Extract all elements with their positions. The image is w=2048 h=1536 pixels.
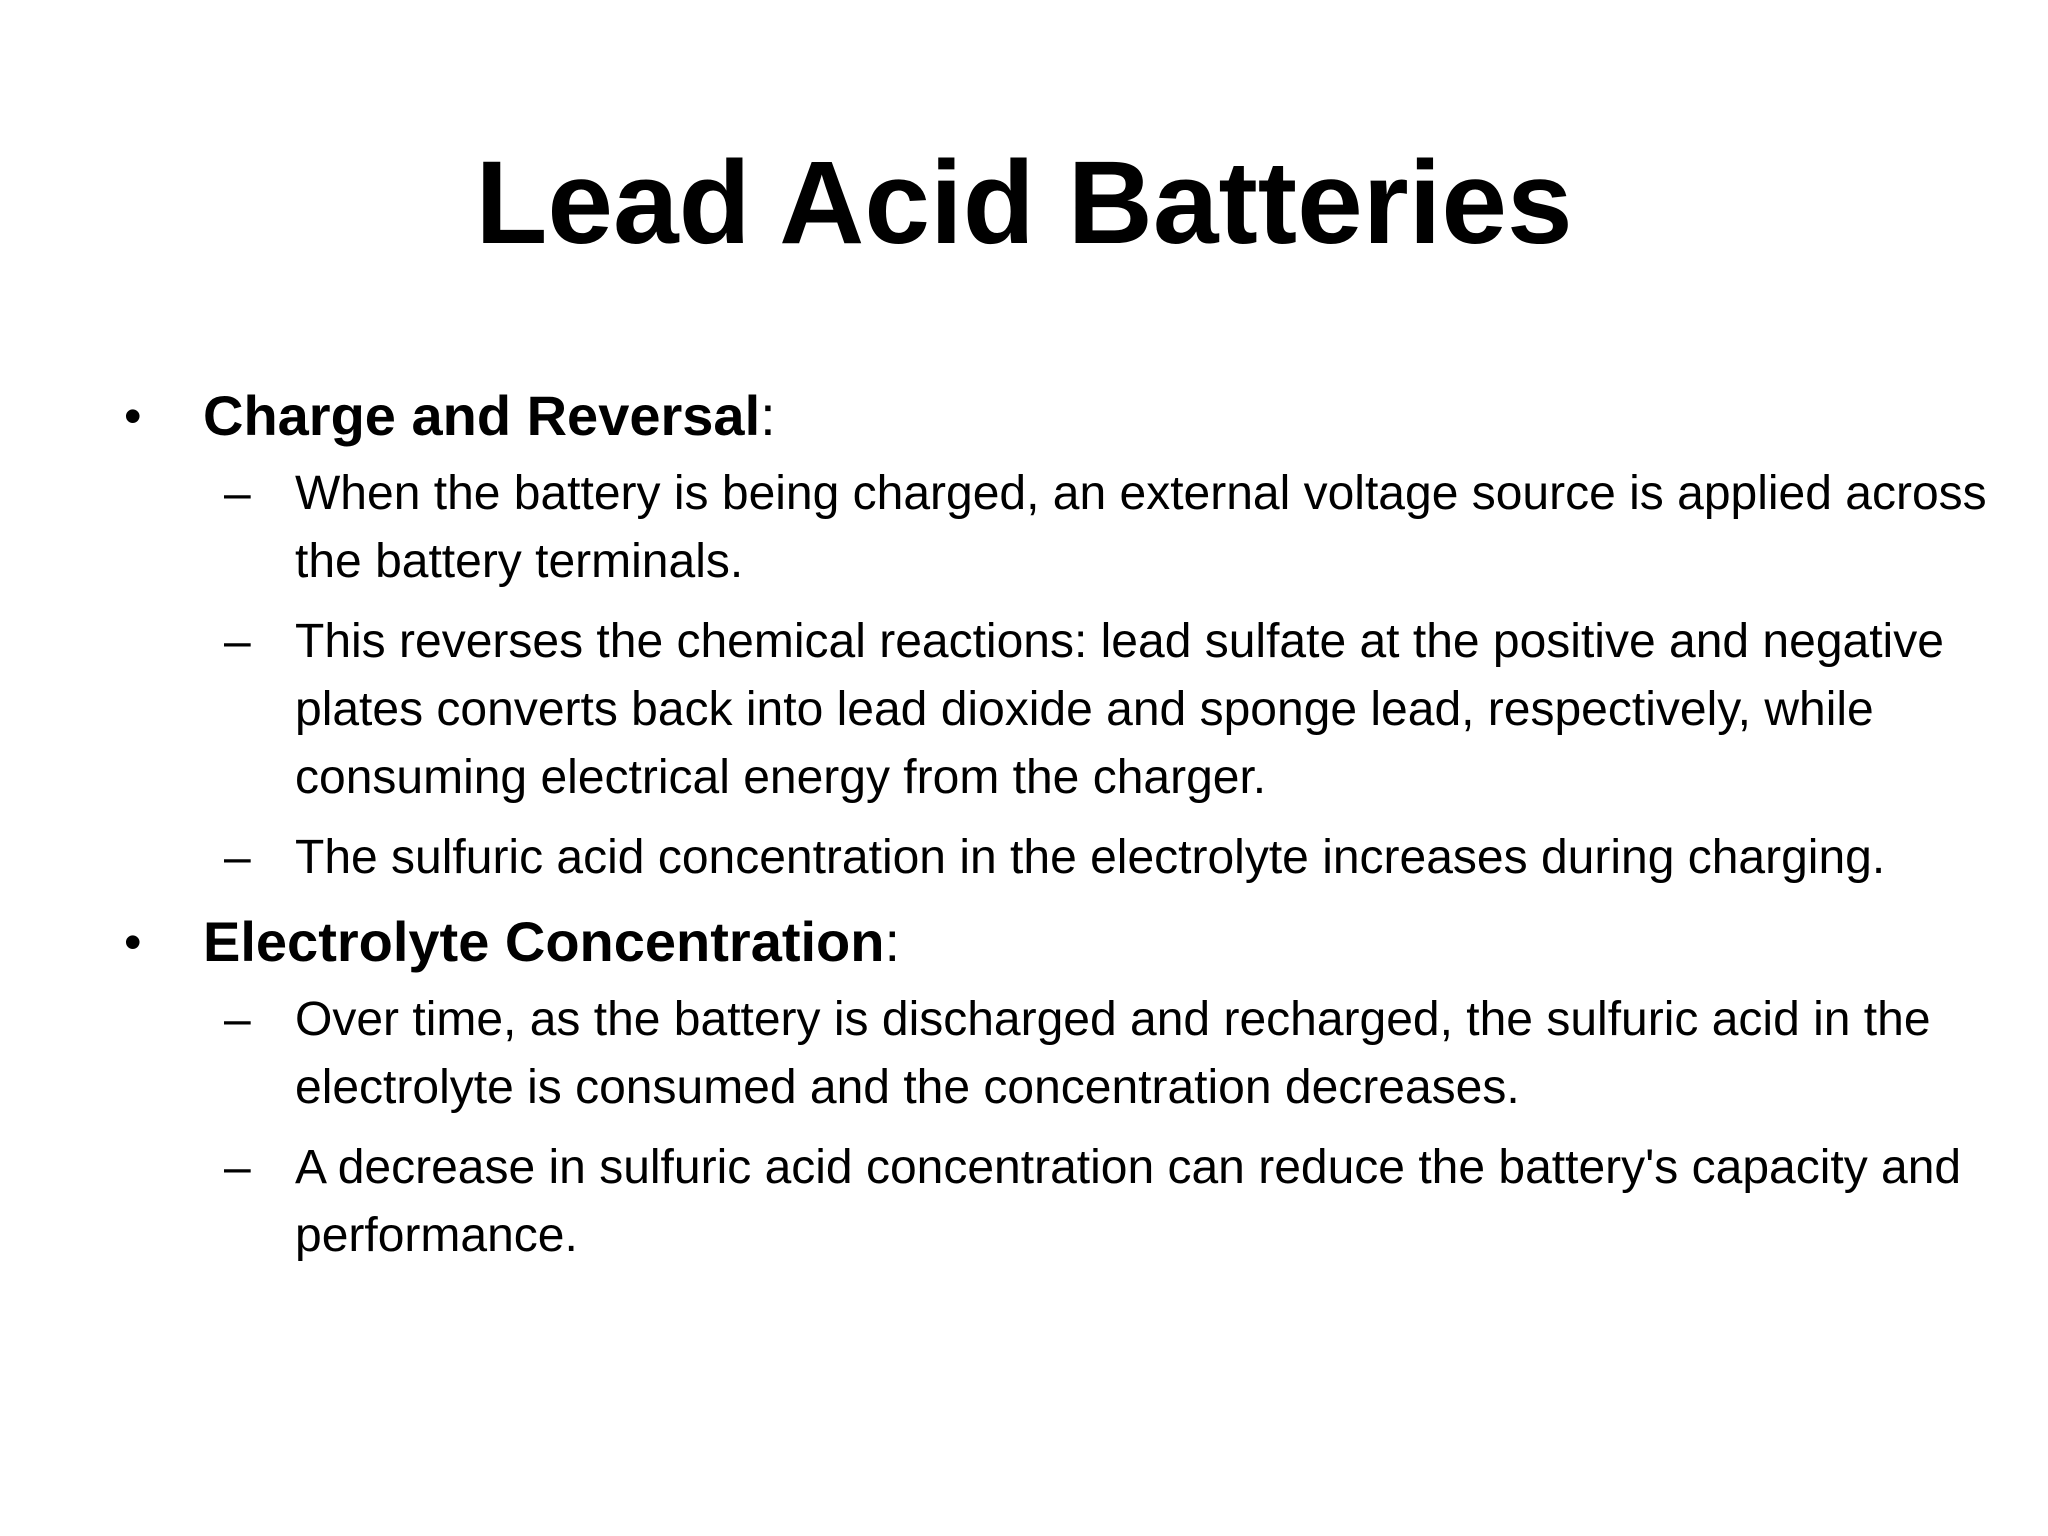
section-charge-and-reversal	[120, 380, 1950, 452]
list-item-text: When the battery is being charged, an external voltage source is applied across the battery terminals.	[295, 467, 1987, 588]
bullet-icon: •	[124, 914, 142, 970]
slide-title: Lead Acid Batteries	[475, 137, 1573, 269]
dash-icon: –	[224, 467, 251, 520]
heading-colon: :	[884, 910, 901, 973]
bullet-icon: •	[124, 388, 142, 444]
list-item	[120, 986, 1995, 1122]
heading-colon: :	[760, 384, 776, 447]
list-item-text: A decrease in sulfuric acid concentration can reduce the battery's capacity and performance.	[295, 1141, 1962, 1262]
dash-icon: –	[224, 615, 251, 668]
section-heading: Charge and Reversal	[203, 384, 761, 447]
section-heading: Electrolyte Concentration	[203, 910, 885, 973]
sub-list	[120, 986, 1962, 1270]
section-electrolyte-concentration	[120, 906, 1950, 978]
list-item	[120, 460, 1995, 596]
list-item-text: This reverses the chemical reactions: lead sulfate at the positive and negative plates converts back into lead dioxide and sponge lead, respectively, while consuming electrical energy from the charger.	[295, 615, 1944, 804]
list-item-text: Over time, as the battery is discharged and recharged, the sulfuric acid in the electrolyte is consumed and the concentration decreases.	[295, 993, 1931, 1114]
dash-icon: –	[224, 993, 251, 1046]
list-item-text: The sulfuric acid concentration in the electrolyte increases during charging.	[295, 831, 1886, 884]
list-item	[120, 1134, 1995, 1270]
sub-list	[120, 460, 1987, 892]
dash-icon: –	[224, 831, 251, 884]
dash-icon: –	[224, 1141, 251, 1194]
list-item	[120, 824, 1995, 892]
slide-content	[120, 370, 1987, 1284]
list-item	[120, 608, 1995, 812]
